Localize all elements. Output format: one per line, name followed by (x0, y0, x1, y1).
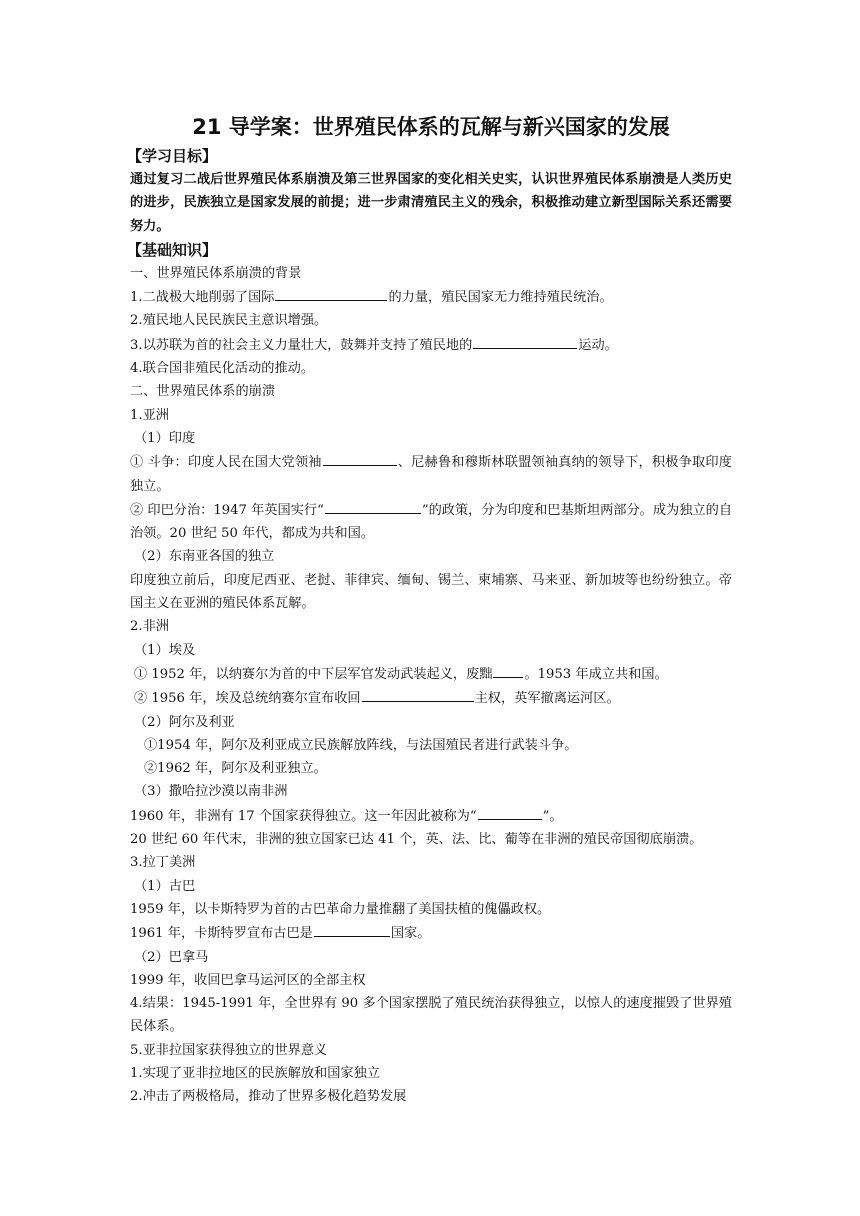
basics-heading: 【基础知识】 (127, 240, 218, 259)
india-partition: ② 印巴分治：1947 年英国实行“ ”的政策，分为印度和巴基斯坦两部分。成为独立的自治领。20 世纪 50 年代，都成为共和国。 (130, 498, 732, 546)
latam-heading: 3.拉丁美洲 (130, 855, 196, 871)
meaning-item-2: 2.冲击了两极格局，推动了世界多极化趋势发展 (130, 1089, 407, 1105)
cuba-heading: （1）古巴 (134, 878, 196, 894)
algeria-item-1: ①1954 年，阿尔及利亚成立民族解放阵线，与法国殖民者进行武装斗争。 (144, 737, 578, 753)
fill-blank[interactable] (323, 450, 397, 466)
egypt-item-2: ② 1956 年，埃及总统纳赛尔宣布收回 主权，英军撤离运河区。 (130, 686, 732, 710)
fill-blank[interactable] (473, 333, 577, 349)
cuba-item-2: 1961 年，卡斯特罗宣布古巴是 国家。 (130, 921, 732, 945)
africa-heading: 2.非洲 (130, 619, 169, 635)
panama-heading: （2）巴拿马 (134, 949, 209, 965)
fill-blank[interactable] (275, 285, 387, 301)
sub-sahara-item-1: 1960 年，非洲有 17 个国家获得独立。这一年因此被称为“ ”。 (130, 804, 732, 828)
goals-heading: 【学习目标】 (127, 147, 218, 165)
india-heading: （1）印度 (134, 430, 196, 446)
egypt-heading: （1）埃及 (134, 642, 196, 658)
goals-text: 通过复习二战后世界殖民体系崩溃及第三世界国家的变化相关史实，认识世界殖民体系崩溃是人类历史的进步，民族独立是国家发展的前提；进一步肃清殖民主义的残余，积极推动建立新型国际关系还需要努力。 (130, 172, 732, 234)
bg-item-1: 1.二战极大地削弱了国际 的力量，殖民国家无力维持殖民统治。 (130, 285, 732, 309)
cuba-item-1: 1959 年，以卡斯特罗为首的古巴革命力量推翻了美国扶植的傀儡政权。 (130, 901, 551, 917)
sea-text: 印度独立前后，印度尼西亚、老挝、菲律宾、缅甸、锡兰、柬埔寨、马来亚、新加坡等也纷纷独立。帝国主义在亚洲的殖民体系瓦解。 (130, 572, 732, 612)
panama-item-1: 1999 年，收回巴拿马运河区的全部主权 (130, 972, 366, 988)
sub-sahara-heading: （3）撒哈拉沙漠以南非洲 (134, 784, 288, 800)
sub-sahara-item-2: 20 世纪 60 年代末，非洲的独立国家已达 41 个，英、法、比、葡等在非洲的殖民帝国彻底崩溃。 (130, 832, 703, 848)
bg-item-3: 3.以苏联为首的社会主义力量壮大，鼓舞并支持了殖民地的 运动。 (130, 333, 732, 357)
algeria-item-2: ②1962 年，阿尔及利亚独立。 (144, 761, 327, 777)
page-title: 21 导学案：世界殖民体系的瓦解与新兴国家的发展 (192, 115, 670, 139)
india-struggle: ① 斗争：印度人民在国大党领袖 、尼赫鲁和穆斯林联盟领袖真纳的领导下，积极争取印度独立。 (130, 450, 732, 498)
asia-heading: 1.亚洲 (130, 407, 169, 423)
fill-blank[interactable] (325, 498, 421, 514)
egypt-item-1: ① 1952 年，以纳赛尔为首的中下层军官发动武装起义，废黜 。1953 年成立共和国。 (130, 662, 732, 686)
fill-blank[interactable] (493, 662, 523, 678)
bg-item-2: 2.殖民地人民民族民主意识增强。 (130, 313, 328, 329)
fill-blank[interactable] (362, 686, 474, 702)
algeria-heading: （2）阿尔及利亚 (134, 714, 235, 730)
fill-blank[interactable] (314, 921, 390, 937)
meaning-item-1: 1.实现了亚非拉地区的民族解放和国家独立 (130, 1065, 380, 1081)
result-text: 4.结果：1945-1991 年，全世界有 90 多个国家摆脱了殖民统治获得独立，以惊人的速度摧毁了世界殖民体系。 (130, 996, 732, 1035)
bg-item-4: 4.联合国非殖民化活动的推动。 (130, 361, 315, 377)
sea-heading: （2）东南亚各国的独立 (134, 549, 275, 565)
fill-blank[interactable] (478, 804, 542, 820)
document-page (127, 112, 733, 1109)
section-1-title: 一、世界殖民体系崩溃的背景 (130, 265, 302, 281)
meaning-heading: 5.亚非拉国家获得独立的世界意义 (130, 1042, 328, 1058)
section-2-title: 二、世界殖民体系的崩溃 (130, 384, 276, 400)
